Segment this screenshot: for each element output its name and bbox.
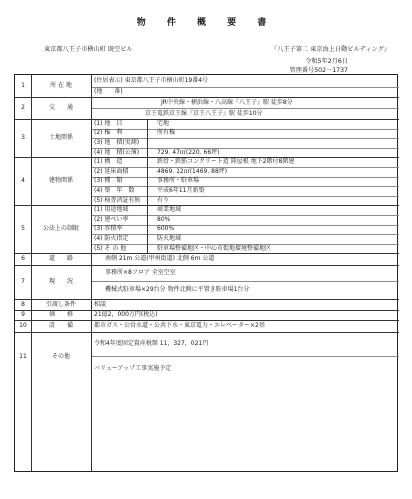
- management-number: 管理番号502－1737: [289, 67, 348, 74]
- property-overview-table: [14, 74, 398, 472]
- field-value: 有り: [157, 196, 170, 204]
- label-column-divider: [147, 119, 148, 157]
- field-label: (3) 地 積(実測): [94, 139, 140, 146]
- field-value: 京王電鉄京王線『京王八王子』駅 徒歩10分: [145, 109, 263, 117]
- section-number: 9: [21, 311, 25, 319]
- section-divider: [15, 265, 399, 266]
- section-category: 現 況: [48, 278, 73, 286]
- document-date: 令和5年2月6日: [305, 58, 348, 65]
- document-title: 物 件 概 要 書: [136, 18, 276, 28]
- section-divider: [15, 332, 399, 333]
- field-value: 相談: [94, 300, 107, 308]
- section-number: 7: [21, 278, 25, 286]
- field-label: (4) 防火指定: [94, 235, 129, 242]
- label-column-divider: [147, 157, 148, 205]
- row-divider: [91, 87, 399, 88]
- category-column-divider: [91, 75, 92, 471]
- section-category: 土地関係: [48, 134, 73, 142]
- section-number: 11: [19, 353, 27, 361]
- section-category: 道 路: [48, 255, 73, 263]
- field-label: (5) そ の 他: [94, 244, 127, 252]
- field-value: 80%: [157, 215, 171, 223]
- section-category: 所 在 地: [50, 82, 72, 89]
- field-value: 商業地域: [157, 206, 182, 214]
- section-category: 交 通: [48, 104, 73, 111]
- row-divider: [91, 108, 399, 109]
- row-divider: [91, 167, 399, 168]
- section-category: 引渡し条件: [45, 300, 76, 308]
- field-value: 平成6年11月新築: [157, 187, 205, 194]
- section-divider: [15, 97, 399, 98]
- row-divider: [91, 186, 399, 187]
- row-divider: [91, 215, 399, 216]
- section-number: 8: [21, 300, 25, 308]
- field-label: (1) 用途地域: [94, 206, 129, 214]
- section-divider: [15, 205, 399, 206]
- section-number: 10: [19, 322, 27, 330]
- section-number: 5: [21, 225, 25, 233]
- field-label: (1) 地 目: [94, 119, 123, 127]
- field-value: 21億2，000万円(税込): [94, 311, 158, 319]
- field-value: 600%: [157, 225, 175, 233]
- field-value: 都市ガス・公営水道・公共下水・東京電力・エレベーター×2基: [94, 322, 265, 330]
- property-location-heading: 東京都八王子市横山町 既空ビル: [44, 46, 133, 53]
- section-number: 2: [21, 104, 25, 111]
- field-label: (4) 地 積(公簿): [94, 148, 140, 156]
- section-number: 6: [21, 255, 25, 263]
- field-value: 事務所・駐車場: [157, 177, 200, 185]
- field-value: 729. 47㎡(220. 66坪): [157, 148, 220, 156]
- field-value: 機械式駐車場×29台分 物件北側に平置き駐車場1台分: [105, 286, 250, 294]
- field-label: (2) 延床面積: [94, 167, 129, 175]
- field-value: バリューアップ工事実施予定: [94, 365, 172, 373]
- label-column-divider: [147, 205, 148, 253]
- row-divider: [91, 177, 399, 178]
- field-label: (3) 容積率: [94, 225, 123, 233]
- field-label: (2) 建ぺい率: [94, 215, 129, 223]
- field-label: (3) 種 類: [94, 177, 123, 185]
- row-divider: [91, 129, 399, 130]
- section-divider: [15, 119, 399, 120]
- section-category: 価 格: [48, 311, 73, 319]
- field-label: (1) 構 造: [94, 158, 123, 166]
- row-divider: [91, 281, 399, 282]
- section-category: 設 備: [48, 322, 73, 330]
- row-divider: [91, 234, 399, 235]
- field-value: 宅地: [157, 119, 170, 127]
- field-value: 令和4年度固定資産税額 11，327，021円: [94, 340, 209, 348]
- field-value: 防火地域: [157, 235, 182, 242]
- property-building-name: 『八王子第二 東京海上日動ビルディング』: [271, 46, 390, 53]
- field-label: (2) 権 利: [94, 129, 123, 137]
- field-label: (住居表示) 東京都八王子市横山町19番4号: [94, 77, 209, 84]
- field-value: 所有権: [157, 129, 176, 137]
- field-value: 鉄骨・鉄筋コンクリート造 陸屋根 地下2階付8階建: [157, 158, 295, 166]
- field-value: 事務所×8フロア 全室空室: [105, 269, 176, 277]
- section-number: 1: [21, 82, 25, 89]
- section-category: その他: [51, 353, 70, 361]
- field-value: 駐車場整備地区・中心市街地環境整備地区: [157, 244, 272, 252]
- row-divider: [91, 225, 399, 226]
- section-number: 4: [21, 177, 25, 185]
- field-label: (地 番): [94, 88, 123, 95]
- field-value: 4869. 12㎡(1469. 88坪): [157, 167, 228, 175]
- field-value: JR中央線・横浜線・八高線『八王子』駅 徒歩8分: [161, 98, 293, 106]
- section-category: 公法上の制限: [42, 225, 79, 233]
- field-label: (4) 築 年 数: [94, 187, 135, 194]
- field-label: (5) 検査済証有無: [94, 196, 141, 204]
- field-value: 南側 21m 公道(甲州街道) 北側 6m 公道: [105, 255, 215, 263]
- section-category: 建物関係: [48, 177, 73, 185]
- section-number: 3: [21, 134, 25, 142]
- number-column-divider: [31, 75, 32, 471]
- row-divider: [91, 356, 399, 357]
